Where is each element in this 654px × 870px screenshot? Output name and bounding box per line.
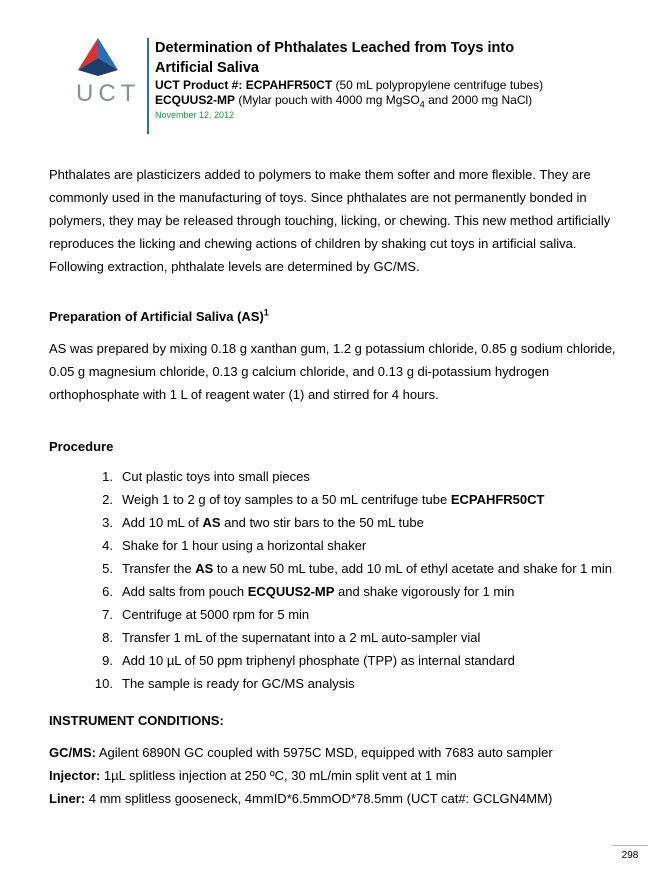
instrument-value: 4 mm splitless gooseneck, 4mmID*6.5mmOD*78.5mm (UCT cat#: GCLGN4MM): [85, 791, 553, 806]
step-text-bold: ECPAHFR50CT: [450, 492, 545, 507]
procedure-step: [80, 511, 640, 534]
prep-paragraph: AS was prepared by mixing 0.18 g xanthan gum, 1.2 g potassium chloride, 0.85 g sodium chloride, 0.05 g magnesium chloride, 0.13 g calcium chloride, and 0.13 g di-potassium hydrogen orthophosphate with 1 L of reagent water (1) and stirred for 4 hours.: [49, 341, 616, 402]
step-number: 2.: [102, 492, 113, 507]
product-desc: (50 mL polypropylene centrifuge tubes): [332, 78, 544, 92]
step-text-a: Weigh 1 to 2 g of toy samples to a 50 mL centrifuge tube: [122, 492, 451, 507]
step-text: [122, 649, 515, 672]
prep-heading-text: Preparation of Artificial Saliva (AS): [49, 309, 264, 324]
step-text-a: Cut plastic toys into small pieces: [122, 469, 310, 484]
document-title-line2: Artificial Saliva: [155, 60, 259, 76]
prep-heading-sup: 1: [263, 307, 269, 318]
step-number: 5.: [102, 561, 113, 576]
instrument-conditions: [49, 741, 639, 810]
procedure-step: [80, 603, 640, 626]
step-text-a: Transfer the: [122, 561, 196, 576]
step-text: [122, 488, 544, 511]
step-number: 6.: [102, 584, 113, 599]
instrument-row: [49, 741, 639, 764]
instrument-label: Liner:: [49, 791, 86, 806]
procedure-step: [80, 488, 640, 511]
uct-logo-mark: [74, 38, 122, 82]
prep-heading: [49, 308, 269, 326]
procedure-step: [80, 557, 640, 580]
step-number: 8.: [102, 630, 113, 645]
footer-rule: [612, 845, 648, 846]
header-divider: [147, 38, 149, 134]
document-header: [155, 38, 635, 122]
instrument-label: Injector:: [49, 768, 101, 783]
instrument-value: Agilent 6890N GC coupled with 5975C MSD, equipped with 7683 auto sampler: [95, 745, 553, 760]
step-text-a: Add 10 µL of 50 ppm triphenyl phosphate (TPP) as internal standard: [122, 653, 515, 668]
pouch-code: ECQUUS2-MP: [155, 93, 236, 107]
pouch-desc-a: (Mylar pouch with 4000 mg MgSO: [235, 93, 420, 107]
procedure-step: [80, 465, 640, 488]
step-text-a: Add 10 mL of: [122, 515, 203, 530]
step-text: [122, 557, 612, 580]
procedure-step: [80, 534, 640, 557]
step-number: 3.: [102, 515, 113, 530]
procedure-list: [80, 465, 640, 695]
product-line: [155, 78, 635, 93]
intro-paragraph: Phthalates are plasticizers added to polymers to make them softer and more flexible. They are commonly used in the manufacturing of toys. Since phthalates are not permanently bonded in polymers, they may be released through touching, licking, or chewing. This new method artificially reproduces the licking and chewing actions of children by shaking cut toys in artificial saliva. Following extraction, phthalate levels are determined by GC/MS.: [49, 167, 611, 274]
product-code: ECPAHFR50CT: [245, 78, 333, 92]
step-text-c: to a new 50 mL tube, add 10 mL of ethyl acetate and shake for 1 min: [213, 561, 612, 576]
procedure-step: [80, 672, 640, 695]
step-number: 7.: [102, 607, 113, 622]
step-number: 10.: [94, 676, 113, 691]
step-text: [122, 534, 366, 557]
step-text: [122, 626, 480, 649]
step-text: [122, 603, 309, 626]
procedure-step: [80, 626, 640, 649]
instrument-label: GC/MS:: [49, 745, 96, 760]
step-text-c: and shake vigorously for 1 min: [334, 584, 515, 599]
instrument-heading: INSTRUMENT CONDITIONS:: [49, 713, 224, 728]
step-text-bold: AS: [195, 561, 214, 576]
step-text: [122, 511, 424, 534]
pouch-subscript: 4: [419, 99, 425, 110]
instrument-row: [49, 764, 639, 787]
document-title-line1: Determination of Phthalates Leached from Toys into: [155, 40, 515, 56]
procedure-step: [80, 649, 640, 672]
step-text-a: Add salts from pouch: [122, 584, 248, 599]
step-text-bold: AS: [202, 515, 221, 530]
step-text-a: Transfer 1 mL of the supernatant into a 2 mL auto-sampler vial: [122, 630, 481, 645]
instrument-row: [49, 787, 639, 810]
pouch-desc-b: and 2000 mg NaCl): [424, 93, 533, 107]
procedure-heading: Procedure: [49, 439, 114, 454]
document-date: November 12, 2012: [155, 110, 235, 120]
step-text-a: Centrifuge at 5000 rpm for 5 min: [122, 607, 310, 622]
step-text-a: Shake for 1 hour using a horizontal shaker: [122, 538, 367, 553]
step-text-c: and two stir bars to the 50 mL tube: [220, 515, 424, 530]
step-text: [122, 465, 310, 488]
procedure-step: [80, 580, 640, 603]
step-number: 4.: [102, 538, 113, 553]
step-text: [122, 580, 514, 603]
step-number: 9.: [102, 653, 113, 668]
instrument-value: 1µL splitless injection at 250 ºC, 30 mL/min split vent at 1 min: [100, 768, 457, 783]
pouch-line: [155, 93, 635, 108]
uct-logo-text: UCT: [76, 80, 141, 107]
page-number: 298: [621, 850, 639, 861]
step-text-a: The sample is ready for GC/MS analysis: [122, 676, 355, 691]
step-number: 1.: [102, 469, 113, 484]
product-label: UCT Product #:: [155, 78, 243, 92]
step-text-bold: ECQUUS2-MP: [247, 584, 335, 599]
step-text: [122, 672, 355, 695]
